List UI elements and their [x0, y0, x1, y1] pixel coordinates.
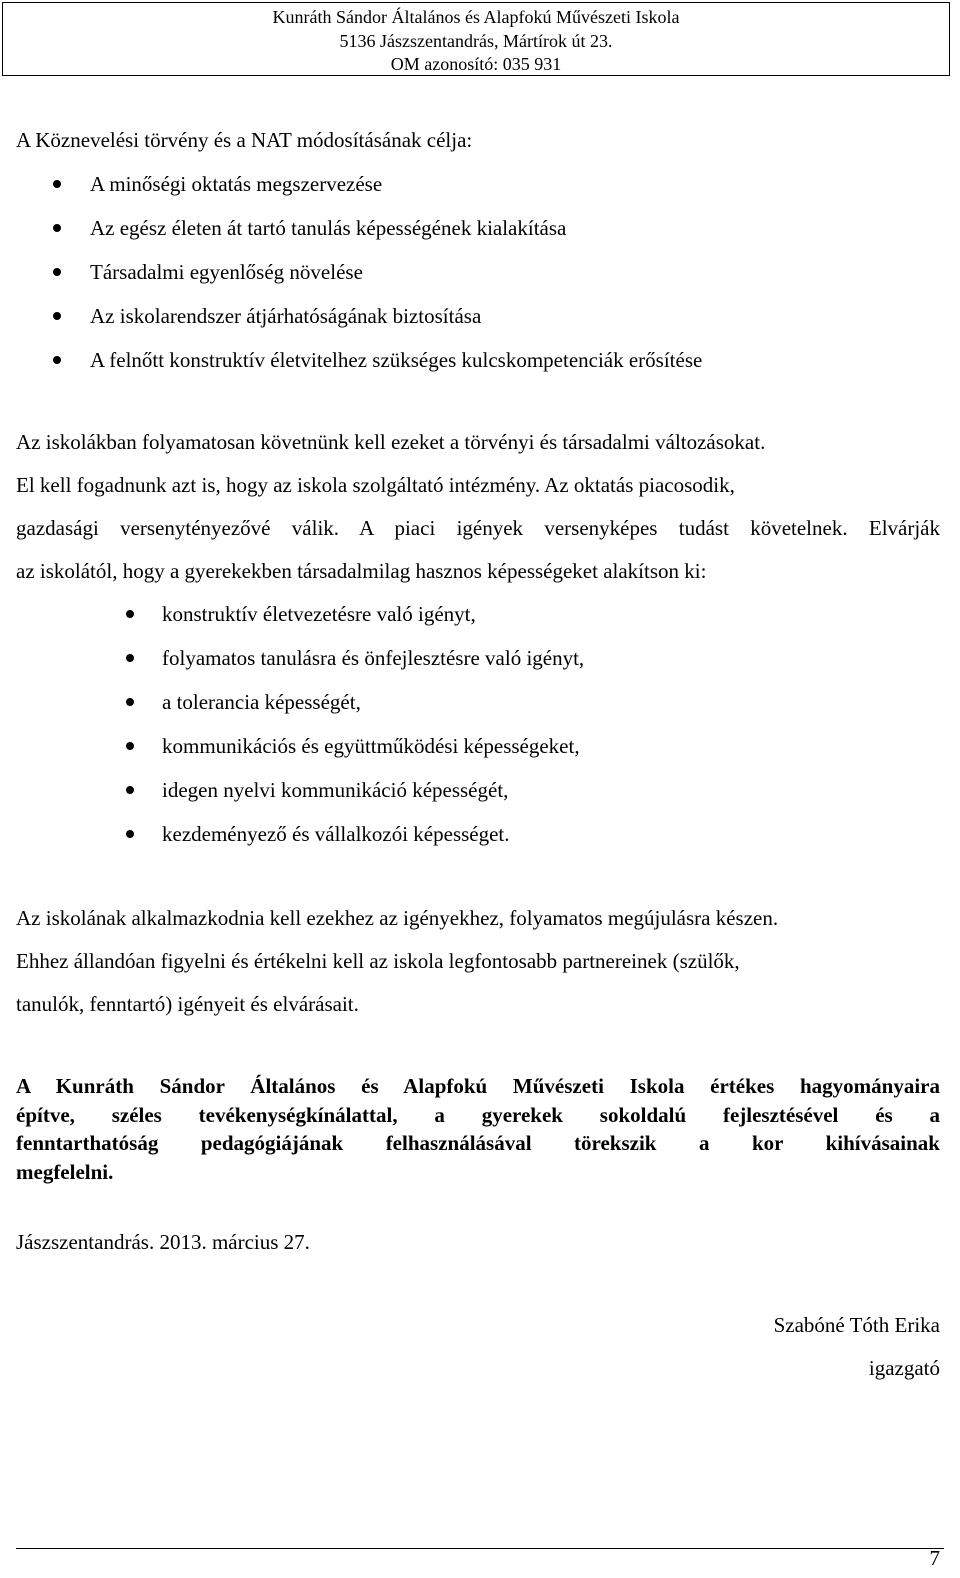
school-address: 5136 Jászszentandrás, Mártírok út 23. — [339, 30, 613, 51]
bullet-icon — [53, 224, 61, 232]
paragraph-line: El kell fogadnunk azt is, hogy az iskola szolgáltató intézmény. Az oktatás piacosodik, — [16, 473, 735, 497]
paragraph-line: Ehhez állandóan figyelni és értékelni kell az iskola legfontosabb partnereinek (szülők, — [16, 949, 740, 973]
list-item: a tolerancia képességét, — [162, 690, 361, 714]
paragraph-line: fenntarthatóság pedagógiájának felhasználásával törekszik a kor kihívásainak — [16, 1131, 940, 1155]
paragraph-line: gazdasági versenytényezővé válik. A piaci igények versenyképes tudást követelnek. Elvárják — [16, 516, 940, 540]
paragraph-line: Az iskolákban folyamatosan követnünk kell ezeket a törvényi és társadalmi változásokat. — [16, 430, 766, 454]
list-item: A minőségi oktatás megszervezése — [90, 172, 383, 196]
paragraph-line: tanulók, fenntartó) igényeit és elvárásait. — [16, 992, 359, 1016]
signature-name: Szabóné Tóth Erika — [773, 1313, 940, 1337]
list-item: Társadalmi egyenlőség növelése — [90, 260, 363, 284]
bullet-icon — [126, 786, 134, 794]
list-item: Az egész életen át tartó tanulás képességének kialakítása — [90, 216, 567, 240]
paragraph-line: megfelelni. — [16, 1160, 114, 1184]
list-item: idegen nyelvi kommunikáció képességét, — [162, 778, 509, 802]
paragraph-line: A Kunráth Sándor Általános és Alapfokú Művészeti Iskola értékes hagyományaira — [16, 1074, 940, 1098]
school-name: Kunráth Sándor Általános és Alapfokú Művészeti Iskola — [272, 7, 680, 27]
bullet-icon — [126, 610, 134, 618]
list-item: kezdeményező és vállalkozói képességet. — [162, 822, 510, 846]
bullet-icon — [53, 268, 61, 276]
page-header — [2, 2, 950, 76]
bullet-icon — [126, 698, 134, 706]
paragraph-line: építve, széles tevékenységkínálattal, a gyerekek sokoldalú fejlesztésével és a — [16, 1103, 940, 1127]
date-line: Jászszentandrás. 2013. március 27. — [16, 1230, 310, 1254]
page-number: 7 — [929, 1546, 940, 1570]
bullet-icon — [126, 742, 134, 750]
paragraph-line: Az iskolának alkalmazkodnia kell ezekhez az igényekhez, folyamatos megújulásra készen. — [16, 906, 779, 930]
list-item: Az iskolarendszer átjárhatóságának biztosítása — [90, 304, 482, 328]
bullet-icon — [53, 312, 61, 320]
footer-divider — [16, 1548, 944, 1549]
bullet-icon — [53, 180, 61, 188]
bullet-icon — [126, 830, 134, 838]
list-item: konstruktív életvezetésre való igényt, — [162, 602, 476, 626]
paragraph-line: az iskolától, hogy a gyerekekben társadalmilag hasznos képességeket alakítson ki: — [16, 559, 707, 583]
signature-title: igazgató — [868, 1356, 940, 1380]
bullet-icon — [126, 654, 134, 662]
intro-heading: A Köznevelési törvény és a NAT módosításának célja: — [16, 128, 473, 152]
school-om-id: OM azonosító: 035 931 — [390, 54, 562, 74]
bullet-icon — [53, 356, 61, 364]
list-item: A felnőtt konstruktív életvitelhez szükséges kulcskompetenciák erősítése — [90, 348, 703, 372]
list-item: kommunikációs és együttműködési képességeket, — [162, 734, 580, 758]
list-item: folyamatos tanulásra és önfejlesztésre való igényt, — [162, 646, 585, 670]
